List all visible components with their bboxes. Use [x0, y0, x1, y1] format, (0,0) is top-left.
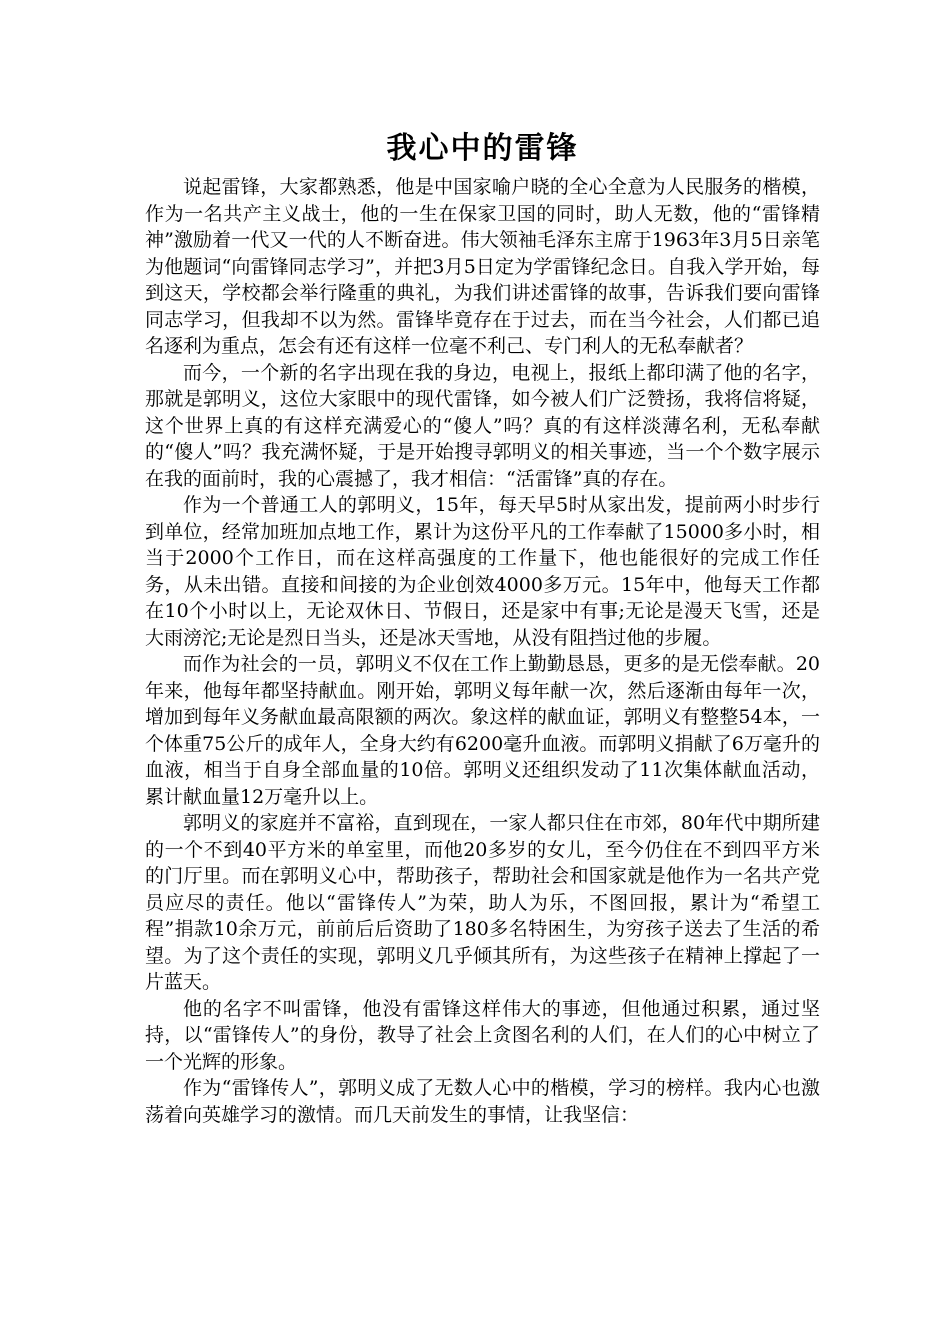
document-page	[145, 126, 820, 1128]
paragraph-1: 说起雷锋，大家都熟悉，他是中国家喻户晓的全心全意为人民服务的楷模，作为一名共产主义战士，他的一生在保家卫国的同时，助人无数，他的“雷锋精神”激励着一代又一代的人不断奋进。伟大领袖毛泽东主席于1963年3月5日亲笔为他题词“向雷锋同志学习”，并把3月5日定为学雷锋纪念日。自我入学开始，每到这天，学校都会举行隆重的典礼，为我们讲述雷锋的故事，告诉我们要向雷锋同志学习，但我却不以为然。雷锋毕竟存在于过去，而在当今社会，人们都已追名逐利为重点，怎会有还有这样一位毫不利己、专门利人的无私奉献者？	[145, 176, 820, 357]
document-title: 我心中的雷锋	[386, 131, 579, 166]
paragraph-2: 而今，一个新的名字出现在我的身边，电视上，报纸上都印满了他的名字，那就是郭明义，这位大家眼中的现代雷锋，如今被人们广泛赞扬，我将信将疑，这个世界上真的有这样充满爱心的“傻人”吗？真的有这样淡薄名利，无私奉献的“傻人”吗？我充满怀疑，于是开始搜寻郭明义的相关事迹，当一个个数字展示在我的面前时，我的心震撼了，我才相信：“活雷锋”真的存在。	[145, 361, 820, 490]
paragraph-6: 他的名字不叫雷锋，他没有雷锋这样伟大的事迹，但他通过积累，通过坚持，以“雷锋传人”的身份，教导了社会上贪图名利的人们，在人们的心中树立了一个光辉的形象。	[145, 997, 820, 1073]
paragraph-7: 作为“雷锋传人”，郭明义成了无数人心中的楷模，学习的榜样。我内心也激荡着向英雄学习的激情。而几天前发生的事情，让我坚信：	[145, 1077, 820, 1126]
paragraph-4: 而作为社会的一员，郭明义不仅在工作上勤勤恳恳，更多的是无偿奉献。20年来，他每年都坚持献血。刚开始，郭明义每年献一次，然后逐渐由每年一次，增加到每年义务献血最高限额的两次。象这样的献血证，郭明义有整整54本，一个体重75公斤的成年人，全身大约有6200毫升血液。而郭明义捐献了6万毫升的血液，相当于自身全部血量的10倍。郭明义还组织发动了11次集体献血活动，累计献血量12万毫升以上。	[145, 653, 820, 808]
paragraph-3: 作为一个普通工人的郭明义，15年，每天早5时从家出发，提前两小时步行到单位，经常加班加点地工作，累计为这份平凡的工作奉献了15000多小时，相当于2000个工作日，而在这样高强度的工作量下，他也能很好的完成工作任务，从未出错。直接和间接的为企业创效4000多万元。15年中，他每天工作都在10个小时以上，无论双休日、节假日，还是家中有事;无论是漫天飞雪，还是大雨滂沱;无论是烈日当头，还是冰天雪地，从没有阻挡过他的步履。	[145, 494, 820, 649]
paragraph-5: 郭明义的家庭并不富裕，直到现在，一家人都只住在市郊，80年代中期所建的一个不到40平方米的单室里，而他20多岁的女儿，至今仍住在不到四平方米的门厅里。而在郭明义心中，帮助孩子，帮助社会和国家就是他作为一名共产党员应尽的责任。他以“雷锋传人”为荣，助人为乐，不图回报，累计为“希望工程”捐款10余万元，前前后后资助了180多名特困生，为穷孩子送去了生活的希望。为了这个责任的实现，郭明义几乎倾其所有，为这些孩子在精神上撑起了一片蓝天。	[145, 812, 820, 993]
